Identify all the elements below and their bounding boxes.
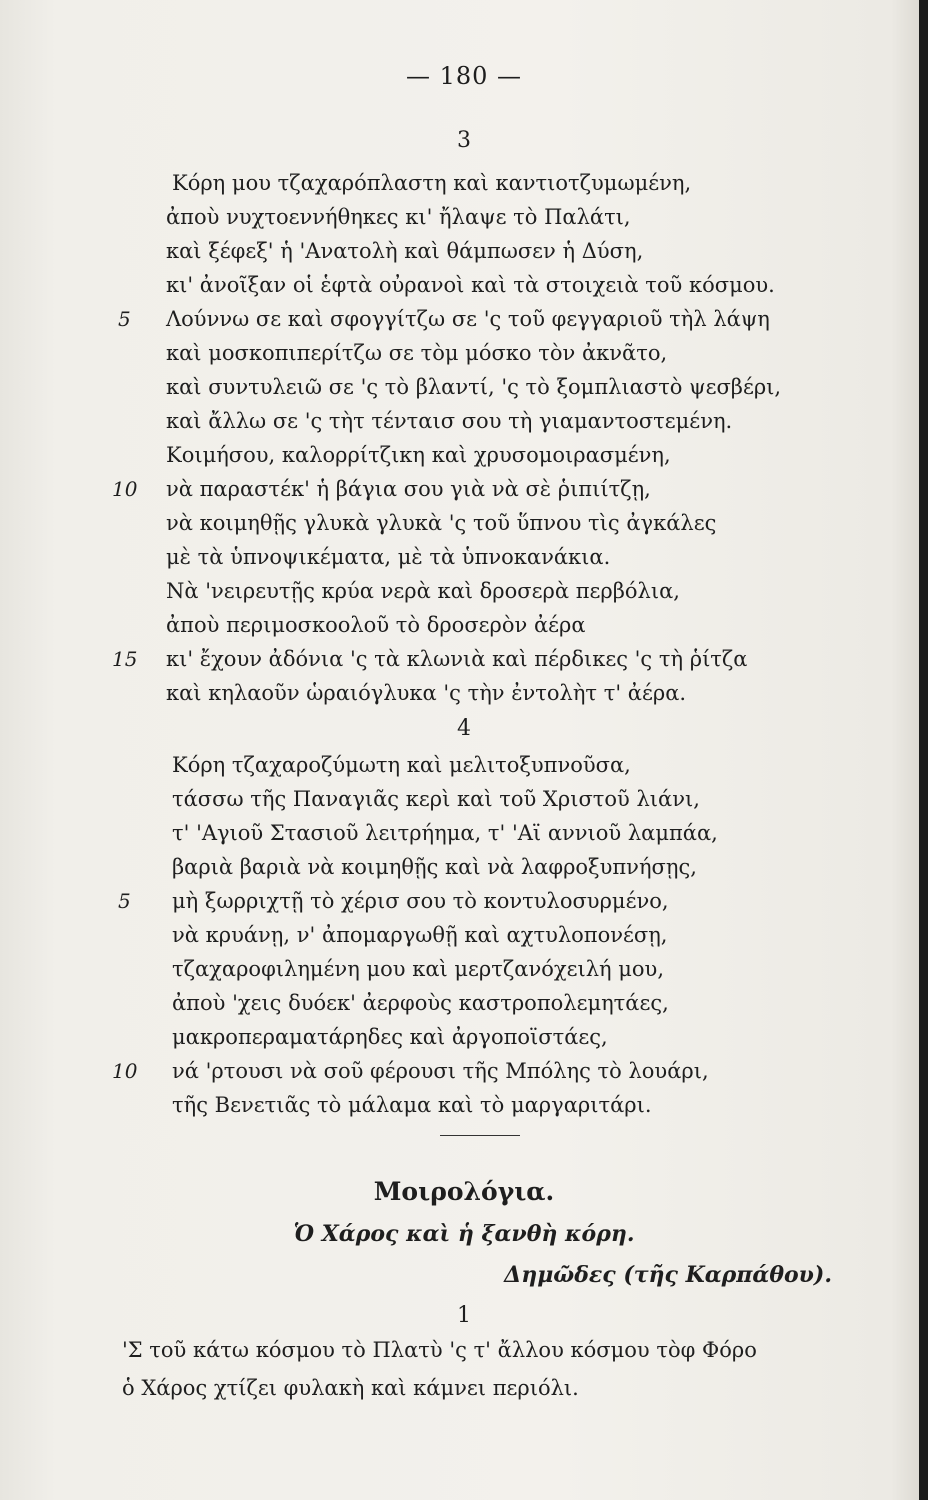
- poem3-line-15: κι' ἔχουν ἀδόνια 'ς τὰ κλωνιὰ καὶ πέρδικες 'ς τὴ ῥίτζα: [166, 647, 748, 671]
- line-number-10: 10: [112, 477, 138, 501]
- poem4-line-1: Κόρη τζαχαροζύμωτη καὶ μελιτοξυπνοῦσα,: [172, 753, 631, 777]
- line-number-5b: 5: [118, 889, 131, 913]
- line-number-5: 5: [118, 307, 131, 331]
- poem-number-3: 3: [457, 128, 471, 153]
- line-number-15: 15: [112, 647, 138, 671]
- poem3-line-3: καὶ ξέφεξ' ἡ 'Ανατολὴ καὶ θάμπωσεν ἡ Δύση,: [166, 239, 644, 263]
- poem3-line-8: καὶ ἄλλω σε 'ς τὴτ τένταισ σου τὴ γιαμαντοστεμένη.: [166, 409, 733, 433]
- poem4-line-4: βαριὰ βαριὰ νὰ κοιμηθῇς καὶ νὰ λαφροξυπνήσῃς,: [172, 855, 697, 879]
- poem3-line-5: Λούννω σε καὶ σφογγίτζω σε 'ς τοῦ φεγγαριοῦ τὴλ λάψη: [166, 307, 770, 331]
- poem3-line-1: Κόρη μου τζαχαρόπλαστη καὶ καντιοτζυμωμένη,: [172, 171, 692, 195]
- poem4-line-5: μὴ ξωρριχτῇ τὸ χέρισ σου τὸ κοντυλοσυρμένο,: [172, 889, 669, 913]
- poem4-line-10: νά 'ρτουσι νὰ σοῦ φέρουσι τῆς Μπόλης τὸ λουάρι,: [172, 1059, 709, 1083]
- poem4-line-11: τῆς Βενετιᾶς τὸ μάλαμα καὶ τὸ μαργαριτάρι.: [172, 1093, 652, 1117]
- poem4-line-9: μακροπεραματάρηδες καὶ ἀργοποϊστάες,: [172, 1025, 608, 1049]
- poem4-line-2: τάσσω τῆς Παναγιᾶς κερὶ καὶ τοῦ Χριστοῦ λιάνι,: [172, 787, 700, 811]
- poem3-line-4: κι' ἀνοῖξαν οἱ ἑφτὰ οὐρανοὶ καὶ τὰ στοιχειὰ τοῦ κόσμου.: [166, 273, 775, 297]
- section-heading: Μοιρολόγια.: [373, 1177, 555, 1206]
- poem4-line-7: τζαχαροφιλημένη μου καὶ μερτζανόχειλή μου,: [172, 957, 665, 981]
- poem3-line-7: καὶ συντυλειῶ σε 'ς τὸ βλαντί, 'ς τὸ ξομπλιαστὸ ψεσβέρι,: [166, 375, 782, 399]
- poem3-line-10: νὰ παραστέκ' ἡ βάγια σου γιὰ νὰ σὲ ῥιπιίτζῃ,: [166, 477, 651, 501]
- poem3-line-13: Νὰ 'νειρευτῇς κρύα νερὰ καὶ δροσερὰ περβόλια,: [166, 579, 680, 603]
- poem3-line-9: Κοιμήσου, καλορρίτζικη καὶ χρυσομοιρασμένη,: [166, 443, 671, 467]
- page-number: — 180 —: [405, 62, 523, 90]
- final-poem-line-1: 'Σ τοῦ κάτω κόσμου τὸ Πλατὺ 'ς τ' ἄλλου κόσμου τὸφ Φόρο: [122, 1338, 757, 1362]
- line-number-10b: 10: [112, 1059, 138, 1083]
- poem3-line-12: μὲ τὰ ὑπνοψικέματα, μὲ τὰ ὑπνοκανάκια.: [166, 545, 611, 569]
- poem3-line-11: νὰ κοιμηθῇς γλυκὰ γλυκὰ 'ς τοῦ ὕπνου τὶς ἀγκάλες: [166, 511, 717, 535]
- poem-number-4: 4: [457, 716, 471, 741]
- book-spine-edge: [919, 0, 928, 1500]
- poem4-line-3: τ' 'Αγιοῦ Στασιοῦ λειτρήημα, τ' 'Αϊ αννιοῦ λαμπάα,: [172, 821, 718, 845]
- poem3-line-2: ἀποὺ νυχτοεννήθηκες κι' ἤλαψε τὸ Παλάτι,: [166, 205, 631, 229]
- poem4-line-8: ἀποὺ 'χεις δυόεκ' ἀερφοὺς καστροπολεμητάες,: [172, 991, 669, 1015]
- poem3-line-16: καὶ κηλαοῦν ὡραιόγλυκα 'ς τὴν ἐντολὴτ τ' ἀέρα.: [166, 681, 687, 705]
- poem3-line-14: ἀποὺ περιμοσκοολοῦ τὸ δροσερὸν ἀέρα: [166, 613, 586, 637]
- poem-title: Ὁ Χάρος καὶ ἡ ξανθὴ κόρη.: [293, 1221, 635, 1247]
- poem4-line-6: νὰ κρυάνῃ, ν' ἀπομαργωθῇ καὶ αχτυλοπονέσῃ,: [172, 923, 668, 947]
- poem-attribution: Δημῶδες (τῆς Καρπάθου).: [504, 1262, 832, 1288]
- poem-number-1: 1: [457, 1303, 471, 1328]
- poem3-line-6: καὶ μοσκοπιπερίτζω σε τὸμ μόσκο τὸν ἀκνᾶτο,: [166, 341, 668, 365]
- section-divider: [440, 1135, 520, 1136]
- final-poem-line-2: ὁ Χάρος χτίζει φυλακὴ καὶ κάμνει περιόλι.: [122, 1376, 579, 1400]
